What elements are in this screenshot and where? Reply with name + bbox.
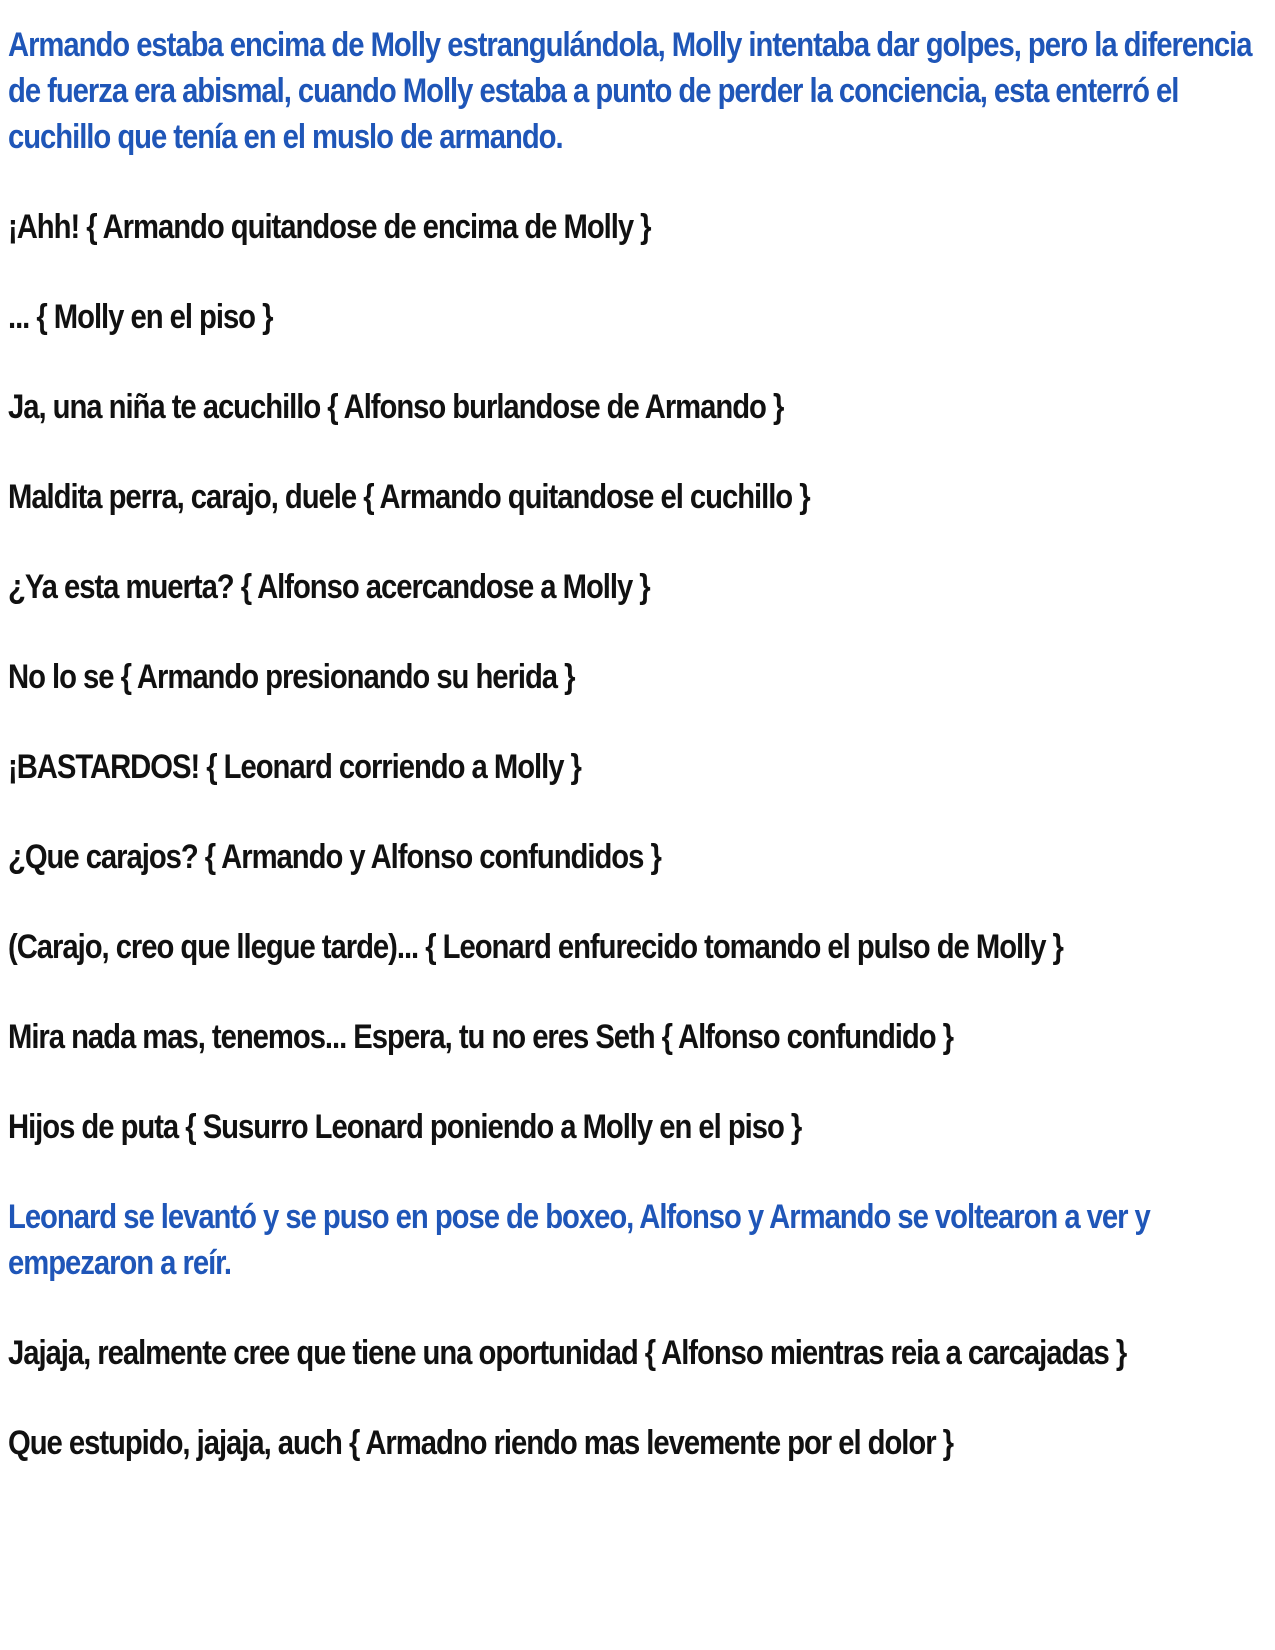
dialogue-line: Maldita perra, carajo, duele { Armando quitandose el cuchillo } (8, 478, 810, 516)
dialogue-line: Mira nada mas, tenemos... Espera, tu no eres Seth { Alfonso confundido } (8, 1018, 953, 1056)
dialogue-line: ... { Molly en el piso } (8, 298, 273, 336)
dialogue-line: Jajaja, realmente cree que tiene una oportunidad { Alfonso mientras reia a carcajadas } (8, 1334, 1127, 1372)
dialogue-line: Que estupido, jajaja, auch { Armadno riendo mas levemente por el dolor } (8, 1424, 954, 1462)
story-page (8, 22, 1263, 1510)
dialogue-line: No lo se { Armando presionando su herida } (8, 658, 575, 696)
dialogue-line: ¡BASTARDOS! { Leonard corriendo a Molly } (8, 748, 581, 786)
narration-paragraph: Leonard se levantó y se puso en pose de boxeo, Alfonso y Armando se voltearon a ver y empezaron a reír. (8, 1198, 1150, 1282)
dialogue-line: ¡Ahh! { Armando quitandose de encima de Molly } (8, 208, 651, 246)
dialogue-line: Hijos de puta { Susurro Leonard poniendo a Molly en el piso } (8, 1108, 802, 1146)
dialogue-line: Ja, una niña te acuchillo { Alfonso burlandose de Armando } (8, 388, 784, 426)
narration-paragraph: Armando estaba encima de Molly estrangulándola, Molly intentaba dar golpes, pero la diferencia de fuerza era abismal, cuando Molly estaba a punto de perder la conciencia, esta enterró el cuchillo que tenía en el muslo de armando. (8, 26, 1252, 156)
dialogue-line: ¿Que carajos? { Armando y Alfonso confundidos } (8, 838, 661, 876)
dialogue-line: ¿Ya esta muerta? { Alfonso acercandose a Molly } (8, 568, 650, 606)
dialogue-line: (Carajo, creo que llegue tarde)... { Leonard enfurecido tomando el pulso de Molly } (8, 928, 1063, 966)
